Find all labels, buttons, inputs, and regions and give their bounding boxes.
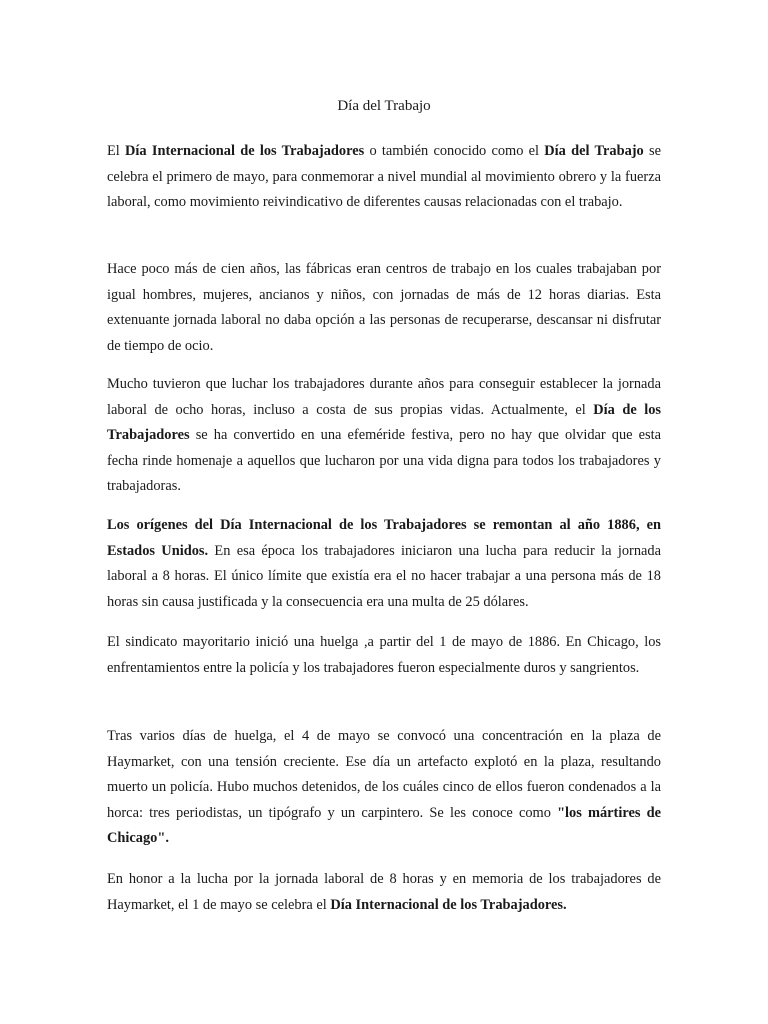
paragraph-text: se ha convertido en una efeméride festiva, pero no hay que olvidar que esta fecha rinde homenaje a aquellos que lucharon por una vida digna para todos los trabajadores y trabajadoras. [107,427,661,494]
paragraph-text: Hace poco más de cien años, las fábricas eran centros de trabajo en los cuales trabajaban por igual hombres, mujeres, ancianos y niños, con jornadas de más de 12 horas diarias. Esta extenuante jornada laboral no daba opción a las personas de recuperarse, descansar ni disfrutar de tiempo de ocio. [107,261,661,354]
paragraph-struggle [107,372,661,500]
bold-text: Día del Trabajo [544,143,644,159]
paragraph-strike [107,630,661,681]
paragraph-text: El sindicato mayoritario inició una huelga ,a partir del 1 de mayo de 1886. En Chicago, los enfrentamientos entre la policía y los trabajadores fueron especialmente duros y sangrientos. [107,634,661,676]
paragraph-haymarket [107,724,661,852]
paragraph-origins [107,513,661,615]
bold-text: Los orígenes del Día Internacional de los Trabajadores se remontan al año 1886, en Estados Unidos. [107,517,661,559]
paragraph-honor [107,867,661,918]
paragraph-factories [107,257,661,359]
paragraph-text: Mucho tuvieron que luchar los trabajadores durante años para conseguir establecer la jornada laboral de ocho horas, incluso a costa de sus propias vidas. Actualmente, el [107,376,661,418]
document-title: Día del Trabajo [337,98,431,114]
bold-text: "los mártires de Chicago". [107,804,661,846]
paragraph-text: En esa época los trabajadores iniciaron una lucha para reducir la jornada laboral a 8 horas. El único límite que existía era el no hacer trabajar a una persona más de 18 horas sin causa justificada y la consecuencia era una multa de 25 dólares. [107,542,661,610]
paragraph-text: El [107,143,126,159]
bold-text: Día de los Trabajadores [107,401,661,443]
paragraph-text: Tras varios días de huelga, el 4 de mayo se convocó una concentración en la plaza de Haymarket, con una tensión creciente. Ese día un artefacto explotó en la plaza, resultando muerto un policía. Hubo muchos detenidos, de los cuáles cinco de ellos fueron condenados a la horca: tres periodistas, un tipógrafo y un carpintero. Se les conoce como [107,728,661,821]
paragraph-intro [107,139,661,216]
bold-text: Día Internacional de los Trabajadores [125,143,365,159]
paragraph-text: o también conocido como el [364,143,545,159]
paragraph-text: En honor a la lucha por la jornada laboral de 8 horas y en memoria de los trabajadores de Haymarket, el 1 de mayo se celebra el [107,871,661,913]
paragraph-text: se celebra el primero de mayo, para conmemorar a nivel mundial al movimiento obrero y la fuerza laboral, como movimiento reivindicativo de diferentes causas relacionadas con el trabajo. [107,143,661,210]
bold-text: Día Internacional de los Trabajadores. [330,896,567,913]
